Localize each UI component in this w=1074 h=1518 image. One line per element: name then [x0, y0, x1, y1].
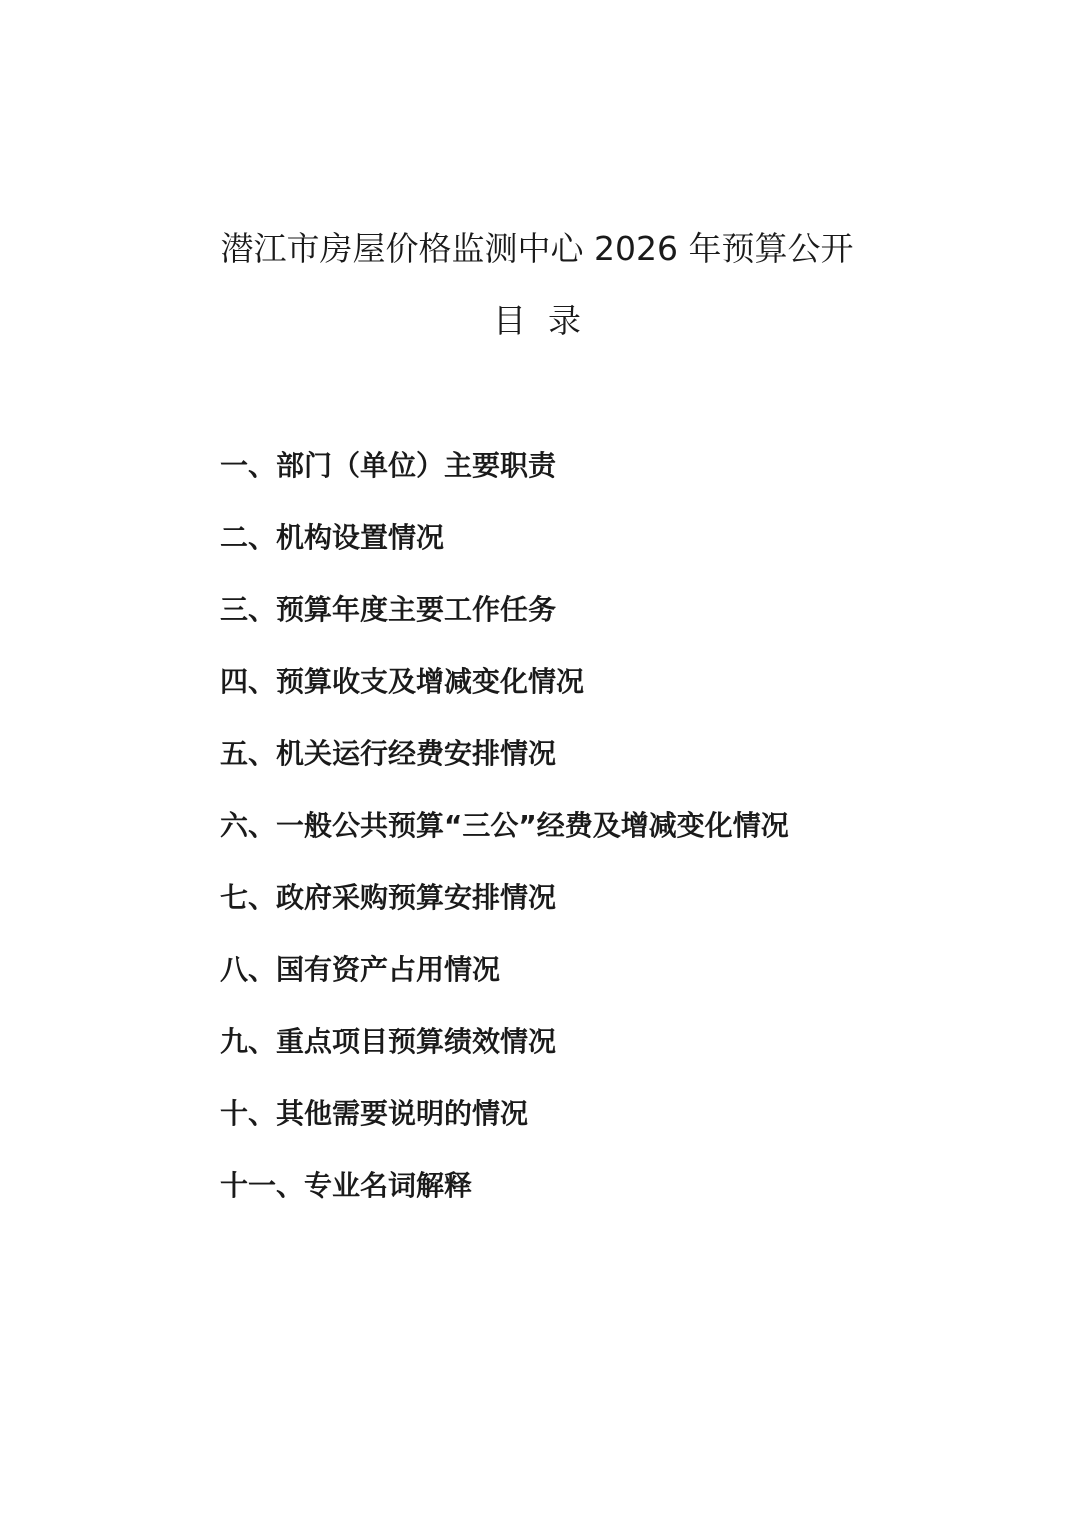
toc-item-3: 三、预算年度主要工作任务 — [220, 593, 557, 626]
table-of-contents — [220, 441, 789, 1233]
toc-item-11: 十一、专业名词解释 — [220, 1169, 473, 1202]
toc-item-10: 十、其他需要说明的情况 — [220, 1097, 529, 1130]
toc-item-1: 一、部门（单位）主要职责 — [220, 449, 557, 482]
toc-item-4: 四、预算收支及增减变化情况 — [220, 665, 585, 698]
toc-item-6: 六、一般公共预算“三公”经费及增减变化情况 — [220, 809, 789, 842]
table-of-contents-heading: 目录 — [493, 301, 603, 340]
toc-item-7: 七、政府采购预算安排情况 — [220, 881, 557, 914]
toc-item-2: 二、机构设置情况 — [220, 521, 445, 554]
toc-item-8: 八、国有资产占用情况 — [220, 953, 501, 986]
toc-item-5: 五、机关运行经费安排情况 — [220, 737, 557, 770]
document-title: 潜江市房屋价格监测中心 2026 年预算公开 — [220, 229, 854, 268]
toc-item-9: 九、重点项目预算绩效情况 — [220, 1025, 557, 1058]
